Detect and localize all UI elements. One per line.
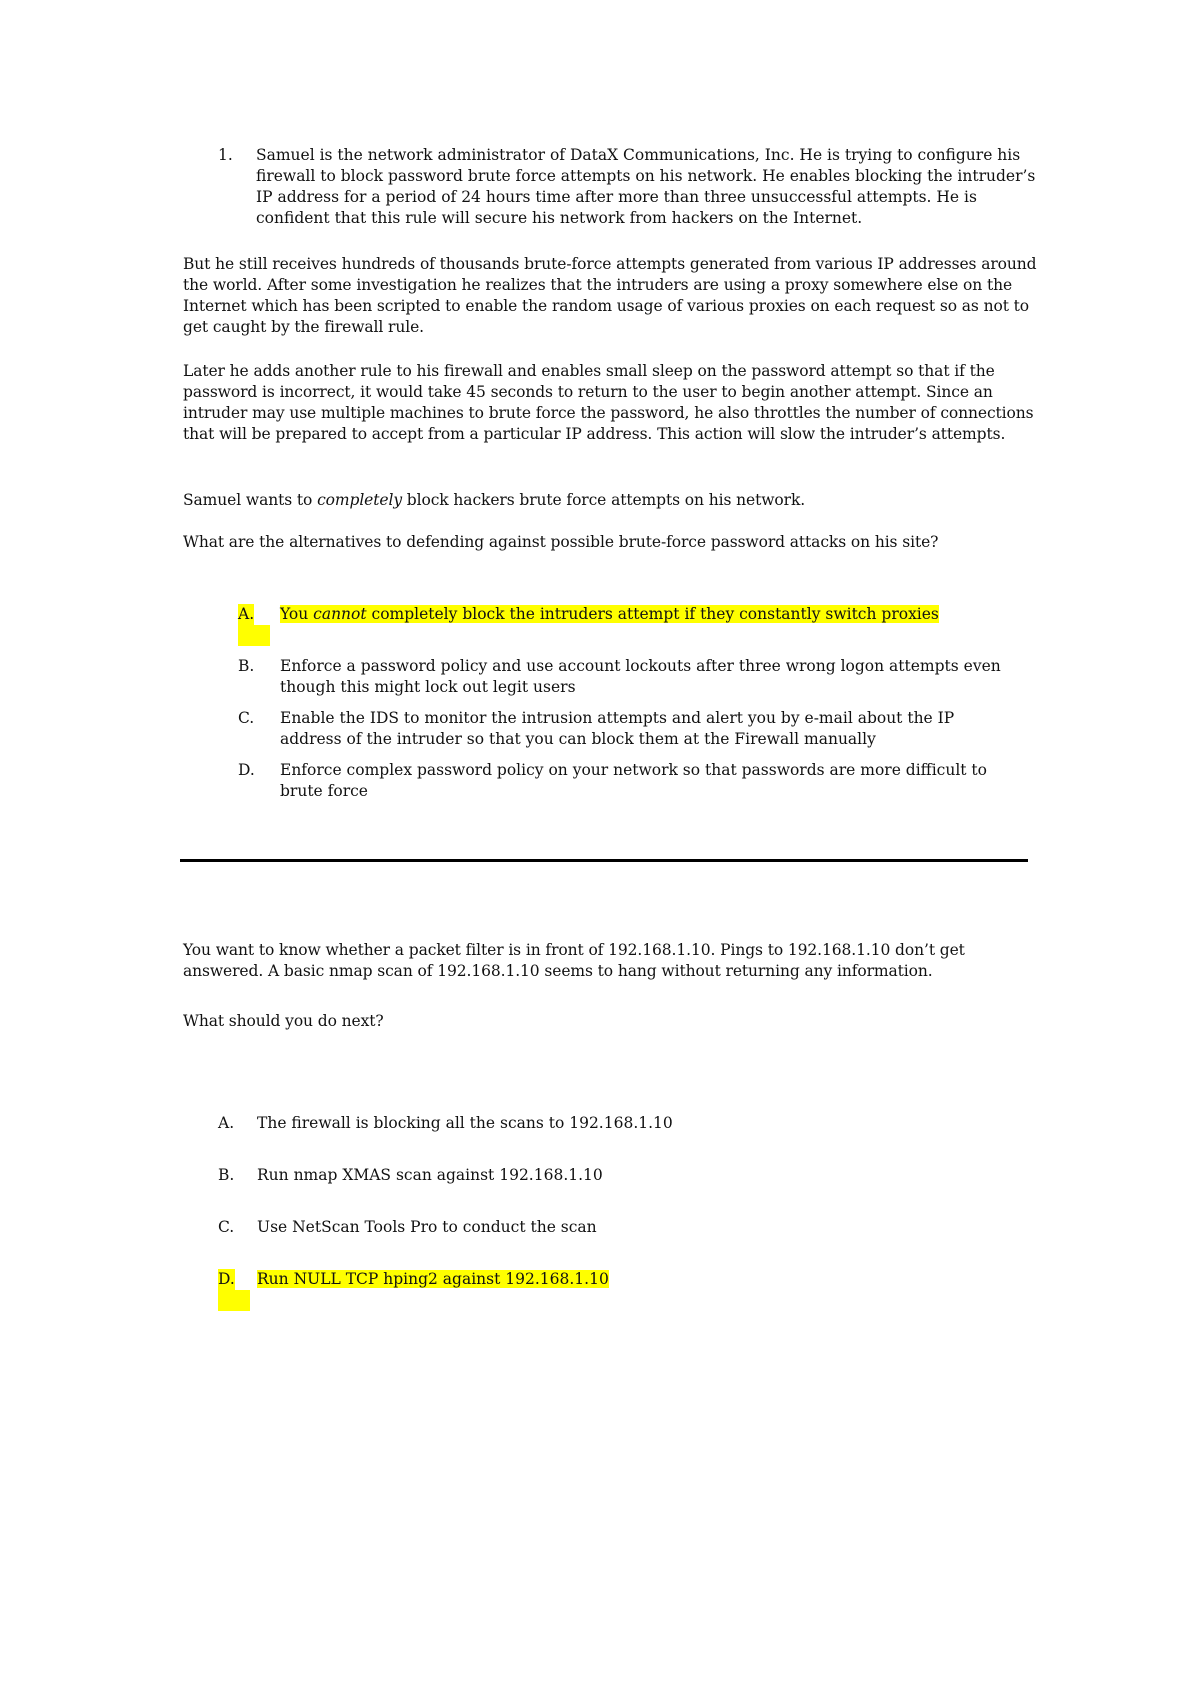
option-text: Run nmap XMAS scan against 192.168.1.10 bbox=[257, 1166, 603, 1184]
q2-option-c bbox=[218, 1217, 1018, 1238]
option-label: B. bbox=[218, 1166, 235, 1184]
q2-option-a bbox=[218, 1113, 1018, 1134]
option-label: C. bbox=[218, 1218, 235, 1236]
section-divider bbox=[180, 859, 1028, 862]
emphasis-completely: completely bbox=[317, 491, 402, 509]
option-label: C. bbox=[238, 709, 255, 727]
option-text-highlighted: You cannot completely block the intruders attempt if they constantly switch proxies bbox=[280, 605, 939, 623]
option-text: Use NetScan Tools Pro to conduct the scan bbox=[257, 1218, 597, 1236]
question-2-prompt: What should you do next? bbox=[183, 1012, 384, 1030]
question-1-paragraph-2: But he still receives hundreds of thousands brute-force attempts generated from various IP addresses around the world. After some investigation he realizes that the intruders are using a proxy somewhere else on the Internet which has been scripted to enable the random usage of various proxies on each request so as not to get caught by the firewall rule. bbox=[183, 255, 1037, 336]
question-number: 1. bbox=[218, 146, 233, 164]
question-1-paragraph-4: Samuel wants to completely block hackers brute force attempts on his network. bbox=[183, 491, 806, 509]
question-1-intro bbox=[218, 145, 1038, 229]
option-text-highlighted: Run NULL TCP hping2 against 192.168.1.10 bbox=[257, 1270, 609, 1288]
question-1-paragraph-3: Later he adds another rule to his firewall and enables small sleep on the password attempt so that if the password is incorrect, it would take 45 seconds to return to the user to begin another attempt. Since an intruder may use multiple machines to brute force the password, he also throttles the number of connections that will be prepared to accept from a particular IP address. This action will slow the intruder’s attempts. bbox=[183, 362, 1034, 443]
option-text: Enable the IDS to monitor the intrusion attempts and alert you by e-mail about the IP address of the intruder so that you can block them at the Firewall manually bbox=[280, 709, 955, 748]
q1-option-c bbox=[238, 708, 1018, 750]
highlight-stub-option-d bbox=[218, 1290, 250, 1311]
question-2-intro: You want to know whether a packet filter is in front of 192.168.1.10. Pings to 192.168.1.10 don’t get answered. A basic nmap scan of 192.168.1.10 seems to hang without returning any information. bbox=[183, 941, 965, 980]
q2-option-b bbox=[218, 1165, 1018, 1186]
option-text: The firewall is blocking all the scans to 192.168.1.10 bbox=[257, 1114, 673, 1132]
option-text: Enforce a password policy and use account lockouts after three wrong logon attempts even though this might lock out legit users bbox=[280, 657, 1001, 696]
option-label: D. bbox=[238, 761, 255, 779]
option-label: A. bbox=[238, 605, 255, 623]
question-1-intro-text: Samuel is the network administrator of DataX Communications, Inc. He is trying to configure his firewall to block password brute force attempts on his network. He enables blocking the intruder’s IP address for a period of 24 hours time after more than three unsuccessful attempts. He is confident that this rule will secure his network from hackers on the Internet. bbox=[256, 146, 1036, 227]
option-label: A. bbox=[218, 1114, 235, 1132]
highlight-stub-option-a bbox=[238, 625, 270, 646]
q1-option-d bbox=[238, 760, 1018, 802]
option-label: D. bbox=[218, 1270, 235, 1288]
q1-option-b bbox=[238, 656, 1018, 698]
q2-option-d bbox=[218, 1269, 1018, 1290]
question-1-prompt: What are the alternatives to defending against possible brute-force password attacks on his site? bbox=[183, 533, 939, 551]
option-text: Enforce complex password policy on your network so that passwords are more difficult to brute force bbox=[280, 761, 987, 800]
option-label: B. bbox=[238, 657, 255, 675]
q1-option-a bbox=[238, 604, 1038, 625]
